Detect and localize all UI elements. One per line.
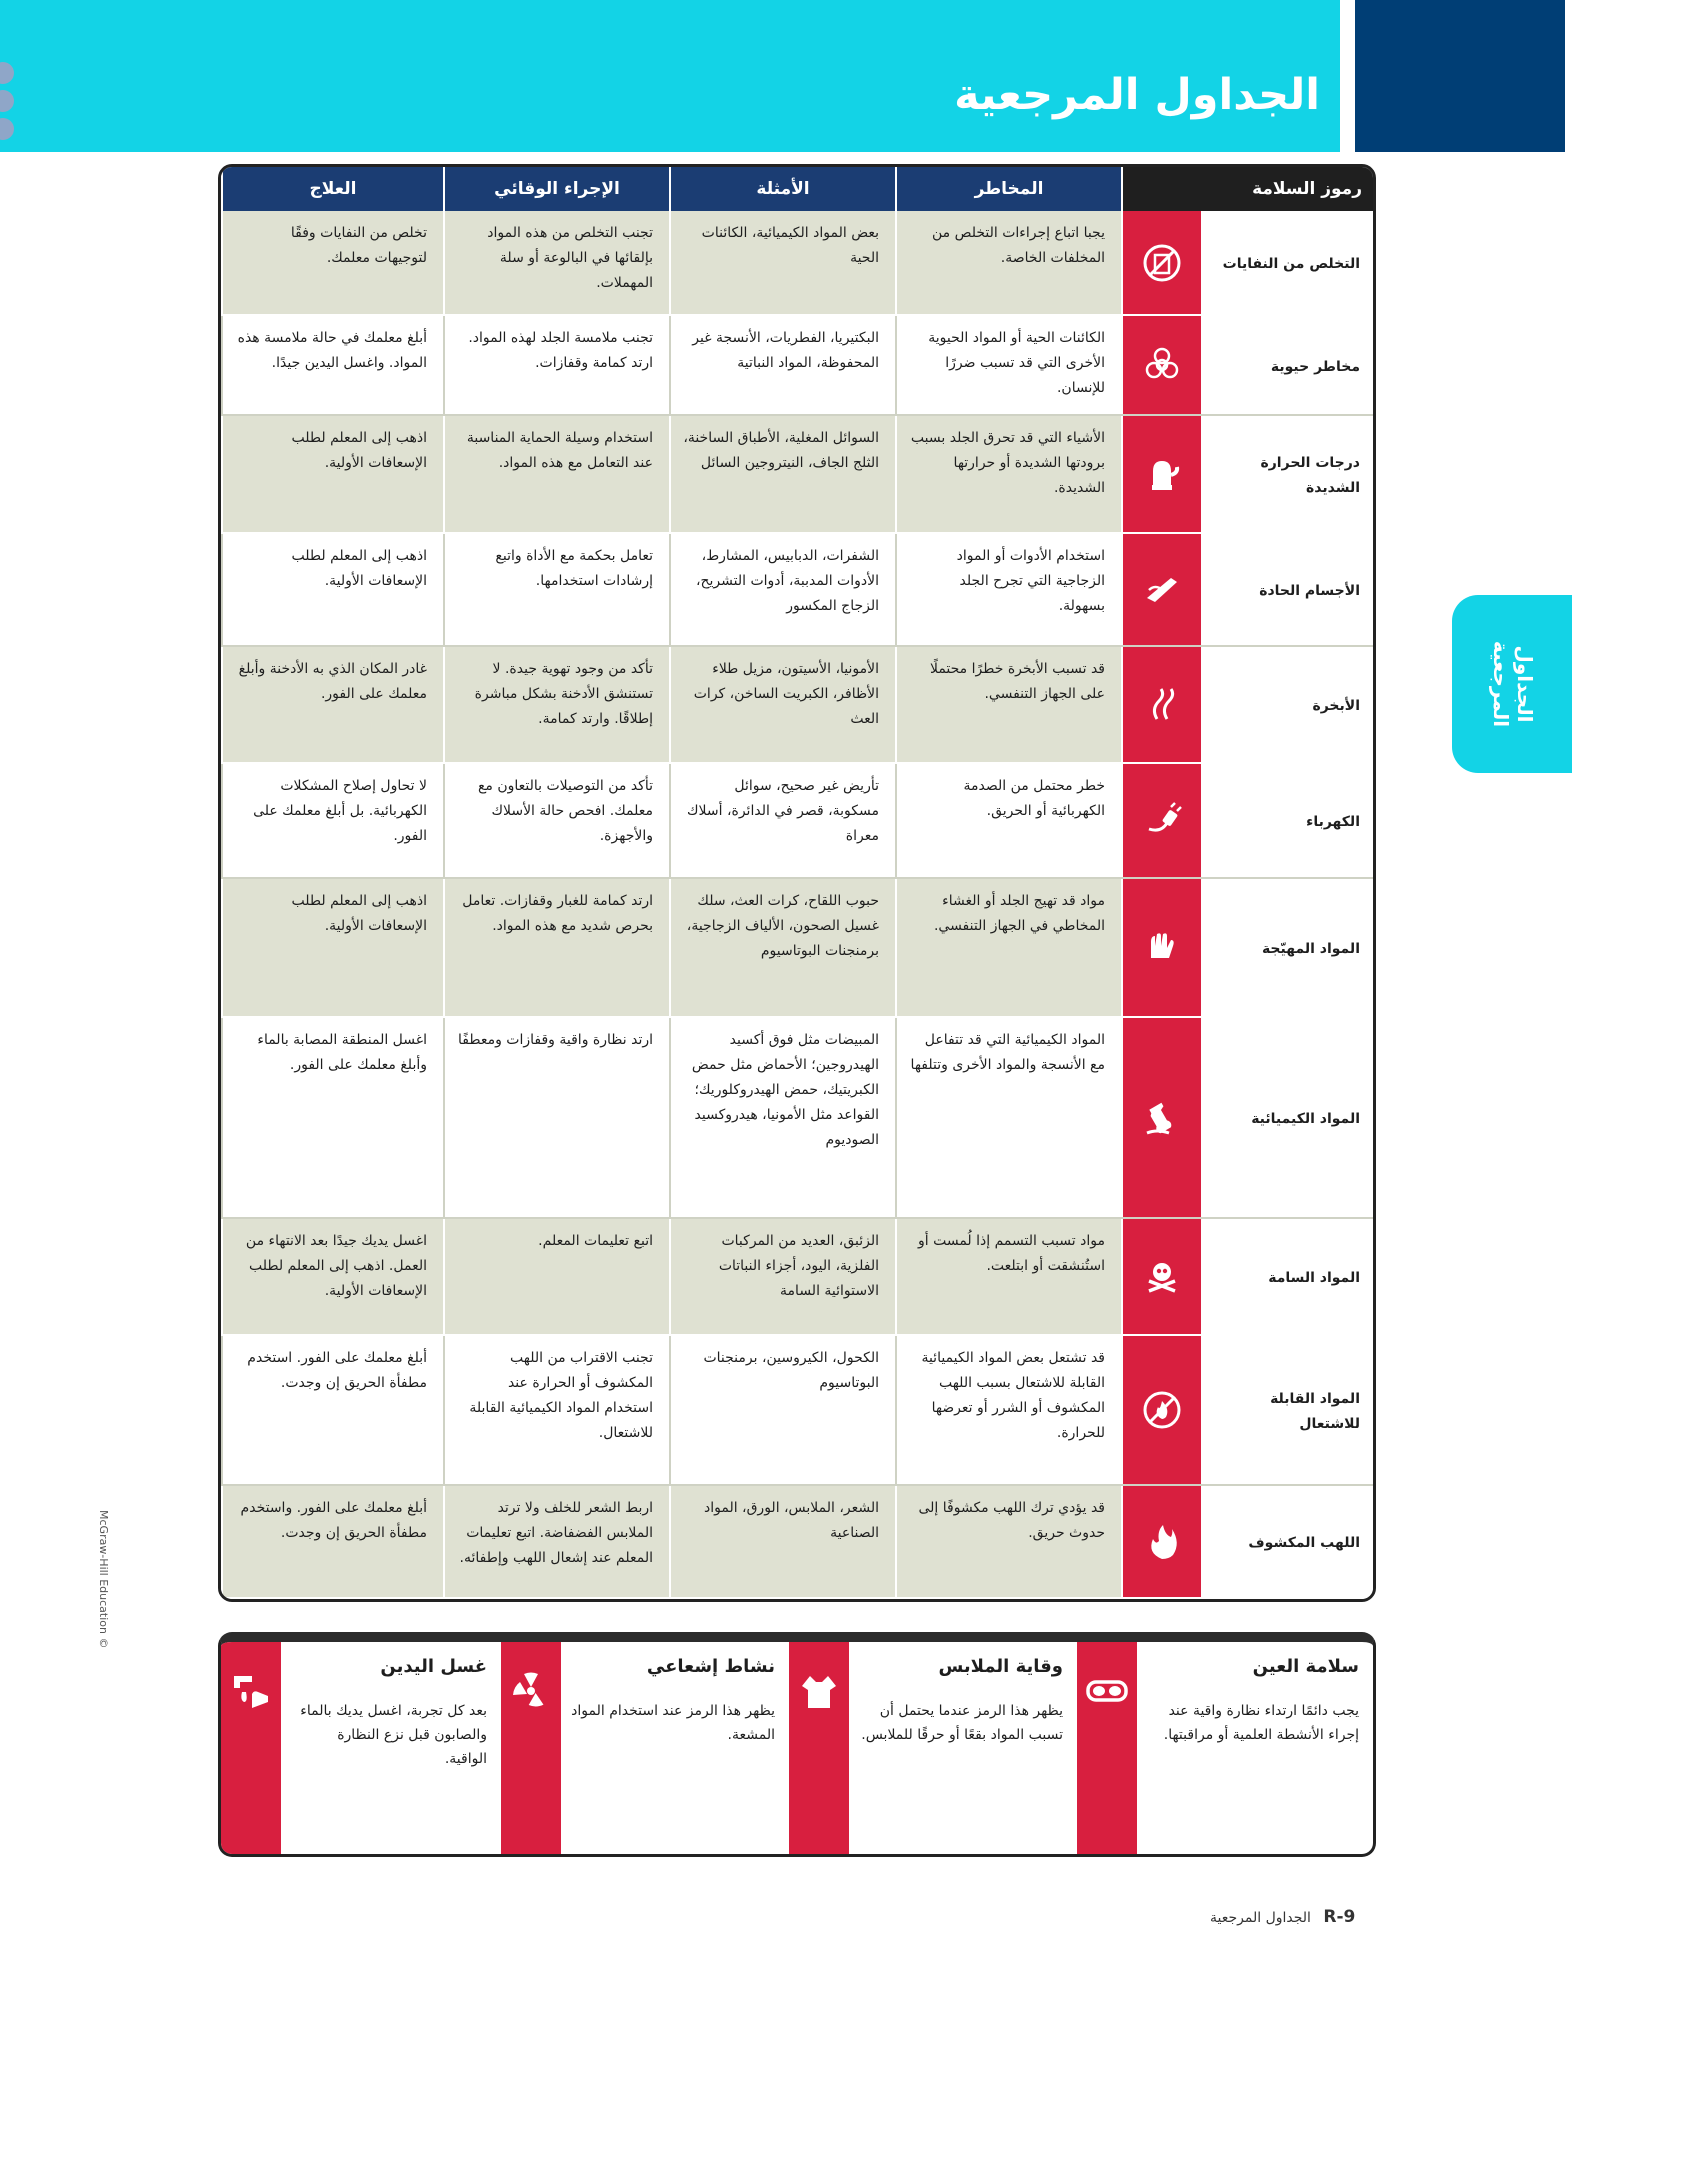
bottom-symbol-text <box>561 1642 789 1854</box>
precaution-cell: تجنب ملامسة الجلد لهذه المواد. ارتد كمامة وقفازات. <box>444 315 670 415</box>
remedy-cell: اغسل يديك جيدًا بعد الانتهاء من العمل. اذهب إلى المعلم لطلب الإسعافات الأولية. <box>222 1218 444 1335</box>
chemical-spill-icon <box>1141 1097 1183 1139</box>
symbol-icon-cell <box>1122 211 1202 315</box>
precaution-cell: استخدام وسيلة الحماية المناسبة عند التعامل مع هذه المواد. <box>444 415 670 533</box>
example-cell: الكحول، الكيروسين، برمنجنات البوتاسيوم <box>670 1335 896 1485</box>
biohazard-icon <box>1141 344 1183 386</box>
bottom-symbol-strip <box>218 1632 1376 1857</box>
copyright-note: McGraw-Hill Education © <box>97 1510 110 1649</box>
page-footer <box>1210 1907 1355 1927</box>
bottom-symbol-card <box>501 1642 789 1854</box>
remedy-cell: أبلغ معلمك على الفور. استخدم مطفأة الحريق إن وجدت. <box>222 1335 444 1485</box>
hazard-cell: يجبا اتباع إجراءات التخلص من المخلفات الخاصة. <box>896 211 1122 315</box>
footer-label: الجداول المرجعية <box>1210 1910 1311 1926</box>
header-divider <box>1340 0 1355 152</box>
symbol-name: درجات الحرارة الشديدة <box>1202 415 1374 533</box>
example-cell: المبيضات مثل فوق أكسيد الهيدروجين؛ الأحماض مثل حمض الكبريتيك، حمض الهيدروكلوريك؛ القواعد مثل الأمونيا، هيدروكسيد الصوديوم <box>670 1017 896 1218</box>
bottom-symbol-desc: يظهر هذا الرمز عندما يحتمل أن تسبب المواد بقعًا أو حرقًا للملابس. <box>861 1703 1063 1743</box>
remedy-cell: اغسل المنطقة المصابة بالماء وأبلغ معلمك على الفور. <box>222 1017 444 1218</box>
precaution-cell: تأكد من التوصيلات بالتعاون مع معلمك. افحص حالة الأسلاك والأجهزة. <box>444 763 670 878</box>
disposal-icon <box>1141 242 1183 284</box>
remedy-cell: تخلص من النفايات وفقًا لتوجيهات معلمك. <box>222 211 444 315</box>
hazard-cell: الكائنات الحية أو المواد الحيوية الأخرى التي قد تسبب ضررًا للإنسان. <box>896 315 1122 415</box>
bottom-symbol-card <box>789 1642 1077 1854</box>
bottom-symbol-text <box>1137 1642 1373 1854</box>
symbol-icon-cell <box>1122 315 1202 415</box>
hazard-cell: استخدام الأدوات أو المواد الزجاجية التي تجرح الجلد بسهولة. <box>896 533 1122 646</box>
header-remedy: العلاج <box>222 167 444 211</box>
oven-mitt-icon <box>1141 453 1183 495</box>
page-number: R-9 <box>1323 1907 1356 1927</box>
table-row <box>222 1218 1374 1335</box>
remedy-cell: غادر المكان الذي به الأدخنة وأبلغ معلمك على الفور. <box>222 646 444 763</box>
bottom-symbol-icon-cell <box>1077 1642 1137 1854</box>
table-row <box>222 646 1374 763</box>
remedy-cell: أبلغ معلمك في حالة ملامسة هذه المواد. واغسل اليدين جيدًا. <box>222 315 444 415</box>
bottom-symbol-icon-cell <box>501 1642 561 1854</box>
bottom-symbol-desc: بعد كل تجربة، اغسل يديك بالماء والصابون قبل نزع النظارة الواقية. <box>300 1703 487 1767</box>
bottom-symbol-desc: يجب دائمًا ارتداء نظارة واقية عند إجراء الأنشطة العلمية أو مراقبتها. <box>1163 1703 1359 1743</box>
remedy-cell: اذهب إلى المعلم لطلب الإسعافات الأولية. <box>222 533 444 646</box>
remedy-cell: لا تحاول إصلاح المشكلات الكهربائية. بل أبلغ معلمك على الفور. <box>222 763 444 878</box>
hazard-cell: خطر محتمل من الصدمة الكهربائية أو الحريق. <box>896 763 1122 878</box>
table-row <box>222 1485 1374 1598</box>
table-row <box>222 315 1374 415</box>
electrical-plug-icon <box>1141 799 1183 841</box>
symbol-name: اللهب المكشوف <box>1202 1485 1374 1598</box>
side-tab-label: الجداول المرجعية <box>1489 640 1537 728</box>
header-examples: الأمثلة <box>670 167 896 211</box>
precaution-cell: تأكد من وجود تهوية جيدة. لا تستنشق الأدخنة بشكل مباشرة إطلاقًا. وارتد كمامة. <box>444 646 670 763</box>
precaution-cell: اربط الشعر للخلف ولا ترتد الملابس الفضفاضة. اتبع تعليمات المعلم عند إشعال اللهب وإطفائه. <box>444 1485 670 1598</box>
table-row <box>222 878 1374 1018</box>
hazard-cell: المواد الكيميائية التي قد تتفاعل مع الأنسجة والمواد الأخرى وتتلفها <box>896 1017 1122 1218</box>
header-symbols: رموز السلامة <box>1122 167 1374 211</box>
precaution-cell: تجنب التخلص من هذه المواد بإلقائها في البالوعة أو سلة المهملات. <box>444 211 670 315</box>
hazard-cell: مواد تسبب التسمم إذا لُمست أو استُنشقت أو ابتلعت. <box>896 1218 1122 1335</box>
remedy-cell: اذهب إلى المعلم لطلب الإسعافات الأولية. <box>222 415 444 533</box>
symbol-name: الأبخرة <box>1202 646 1374 763</box>
hand-washing-icon <box>228 1668 274 1714</box>
skull-crossbones-icon <box>1141 1255 1183 1297</box>
bottom-symbol-text <box>849 1642 1077 1854</box>
table-row <box>222 415 1374 533</box>
example-cell: الشعر، الملابس، الورق، المواد الصناعية <box>670 1485 896 1598</box>
symbol-icon-cell <box>1122 1017 1202 1218</box>
remedy-cell: اذهب إلى المعلم لطلب الإسعافات الأولية. <box>222 878 444 1018</box>
table-row <box>222 1335 1374 1485</box>
hazard-cell: قد تسبب الأبخرة خطرًا محتملًا على الجهاز التنفسي. <box>896 646 1122 763</box>
symbol-icon-cell <box>1122 1218 1202 1335</box>
decorative-dots <box>0 62 22 142</box>
table-row <box>222 533 1374 646</box>
example-cell: تأريض غير صحيح، سوائل مسكوبة، قصر في الدائرة، أسلاك معراة <box>670 763 896 878</box>
symbol-name: المواد المهيّجة <box>1202 878 1374 1018</box>
header-hazards: المخاطر <box>896 167 1122 211</box>
symbol-icon-cell <box>1122 646 1202 763</box>
fume-icon <box>1141 683 1183 725</box>
precaution-cell: ارتد كمامة للغبار وقفازات. تعامل بحرص شديد مع هذه المواد. <box>444 878 670 1018</box>
glove-icon <box>1141 926 1183 968</box>
sharp-object-icon <box>1141 568 1183 610</box>
goggles-icon <box>1084 1668 1130 1714</box>
table-row <box>222 1017 1374 1218</box>
bottom-symbol-title: غسل اليدين <box>380 1656 487 1677</box>
symbol-icon-cell <box>1122 763 1202 878</box>
bottom-symbol-card <box>221 1642 501 1854</box>
symbol-icon-cell <box>1122 415 1202 533</box>
example-cell: بعض المواد الكيميائية، الكائنات الحية <box>670 211 896 315</box>
symbol-name: مخاطر حيوية <box>1202 315 1374 415</box>
no-flame-icon <box>1141 1389 1183 1431</box>
symbol-name: الكهرباء <box>1202 763 1374 878</box>
example-cell: البكتيريا، الفطريات، الأنسجة غير المحفوظة، المواد النباتية <box>670 315 896 415</box>
symbol-icon-cell <box>1122 878 1202 1018</box>
symbol-name: الأجسام الحادة <box>1202 533 1374 646</box>
example-cell: الشفرات، الدبابيس، المشارط، الأدوات المدببة، أدوات التشريح، الزجاج المكسور <box>670 533 896 646</box>
flame-icon <box>1141 1521 1183 1563</box>
example-cell: الأمونيا، الأسيتون، مزيل طلاء الأظافر، الكبريت الساخن، كرات العث <box>670 646 896 763</box>
symbol-icon-cell <box>1122 533 1202 646</box>
precaution-cell: اتبع تعليمات المعلم. <box>444 1218 670 1335</box>
bottom-symbol-title: سلامة العين <box>1252 1656 1359 1677</box>
example-cell: السوائل المغلية، الأطباق الساخنة، الثلج الجاف، النيتروجين السائل <box>670 415 896 533</box>
hazard-cell: قد تشتعل بعض المواد الكيميائية القابلة للاشتعال بسبب اللهب المكشوف أو الشرر أو تعرضها للحرارة. <box>896 1335 1122 1485</box>
safety-symbols-table <box>218 164 1376 1602</box>
symbol-name: المواد السامة <box>1202 1218 1374 1335</box>
table-row <box>222 211 1374 315</box>
table-row <box>222 763 1374 878</box>
bottom-symbol-desc: يظهر هذا الرمز عند استخدام المواد المشعة. <box>571 1703 775 1743</box>
symbol-icon-cell <box>1122 1335 1202 1485</box>
precaution-cell: تعامل بحكمة مع الأداة واتبع إرشادات استخدامها. <box>444 533 670 646</box>
precaution-cell: ارتد نظارة واقية وقفازات ومعطفًا <box>444 1017 670 1218</box>
bottom-symbol-text <box>281 1642 501 1854</box>
precaution-cell: تجنب الاقتراب من اللهب المكشوف أو الحرارة عند استخدام المواد الكيميائية القابلة للاشتعال. <box>444 1335 670 1485</box>
page-title: الجداول المرجعية <box>954 70 1320 120</box>
hazard-cell: مواد قد تهيج الجلد أو الغشاء المخاطي في الجهاز التنفسي. <box>896 878 1122 1018</box>
example-cell: حبوب اللقاح، كرات العث، سلك غسيل الصحون، الألياف الزجاجية، برمنجنات البوتاسيوم <box>670 878 896 1018</box>
symbol-name: المواد الكيميائية <box>1202 1017 1374 1218</box>
bottom-symbol-icon-cell <box>789 1642 849 1854</box>
symbol-name: المواد القابلة للاشتعال <box>1202 1335 1374 1485</box>
example-cell: الزئبق، العديد من المركبات الفلزية، اليود، أجزاء النباتات الاستوائية السامة <box>670 1218 896 1335</box>
bottom-symbol-card <box>1077 1642 1373 1854</box>
bottom-symbol-title: نشاط إشعاعي <box>646 1656 775 1677</box>
hazard-cell: قد يؤدي ترك اللهب مكشوفًا إلى حدوث حريق. <box>896 1485 1122 1598</box>
symbol-name: التخلص من النفايات <box>1202 211 1374 315</box>
header-navy-block <box>1355 0 1565 152</box>
bottom-symbol-title: وقاية الملابس <box>938 1656 1063 1677</box>
symbol-icon-cell <box>1122 1485 1202 1598</box>
lab-coat-icon <box>796 1668 842 1714</box>
header-precaution: الإجراء الوقائي <box>444 167 670 211</box>
hazard-cell: الأشياء التي قد تحرق الجلد بسبب برودتها الشديدة أو حرارتها الشديدة. <box>896 415 1122 533</box>
bottom-symbol-icon-cell <box>221 1642 281 1854</box>
radiation-icon <box>508 1668 554 1714</box>
remedy-cell: أبلغ معلمك على الفور. واستخدم مطفأة الحريق إن وجدت. <box>222 1485 444 1598</box>
